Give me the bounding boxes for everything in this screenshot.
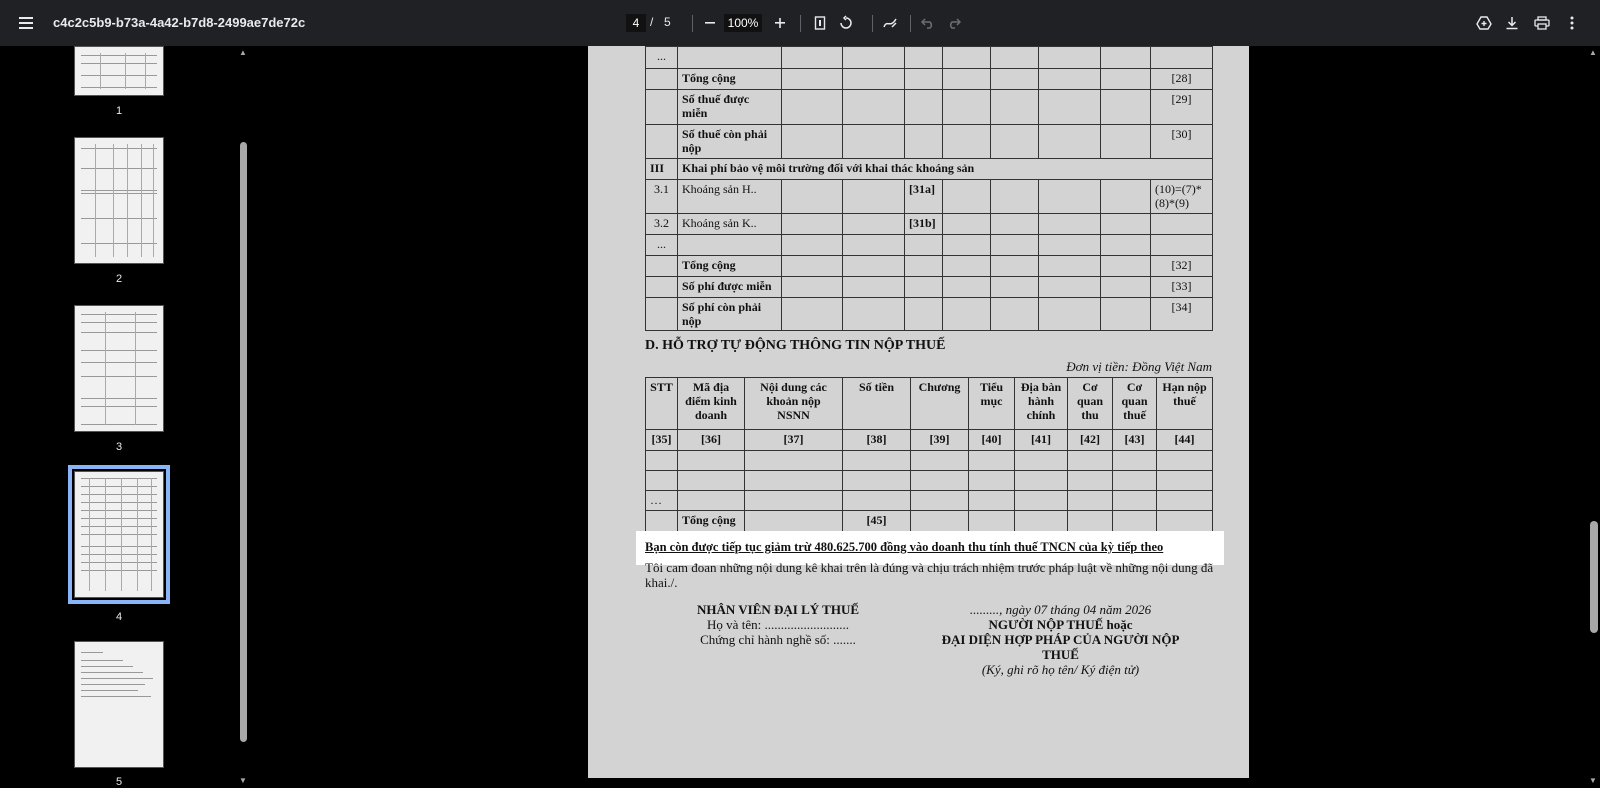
sign-note: (Ký, ghi rõ họ tên/ Ký điện tử) [981, 662, 1140, 677]
fee-table [645, 46, 1213, 331]
table-cell: Tổng cộng [678, 69, 782, 90]
table-cell: [31b] [905, 214, 943, 235]
table-cell: [30] [1151, 125, 1213, 159]
zoom-input[interactable]: 100% [724, 14, 762, 32]
agent-cert: Chứng chỉ hành nghề số: ....... [700, 632, 856, 647]
sidebar-scroll-down-icon[interactable]: ▼ [239, 776, 247, 785]
column-header: Nội dung các khoản nộp NSNN [745, 378, 843, 430]
table-cell: [33] [1151, 277, 1213, 298]
thumbnail-sidebar [0, 46, 246, 788]
table-cell: [40] [969, 430, 1015, 451]
table-row [646, 298, 1213, 331]
toolbar-divider [872, 15, 873, 32]
table-cell: Tổng cộng [678, 511, 745, 532]
print-icon[interactable] [1528, 9, 1556, 37]
table-cell: Số phí còn phải nộp [678, 298, 782, 331]
table-row [646, 277, 1213, 298]
column-header: Tiểu mục [969, 378, 1015, 430]
table-row [646, 491, 1213, 511]
column-header: Chương [911, 378, 969, 430]
thumbnail-page-4[interactable] [74, 471, 164, 598]
column-header: Cơ quan thu [1068, 378, 1113, 430]
table-cell: … [646, 491, 678, 511]
payment-info-table [645, 377, 1213, 532]
table-cell: [31a] [905, 180, 943, 214]
table-cell: (10)=(7)*(8)*(9) [1151, 180, 1213, 214]
main-scrollbar-thumb[interactable] [1590, 521, 1598, 633]
redo-icon[interactable] [940, 9, 968, 37]
column-header: Địa bàn hành chính [1015, 378, 1068, 430]
table-row [646, 125, 1213, 159]
table-cell: Tổng cộng [678, 256, 782, 277]
undo-icon[interactable] [914, 9, 942, 37]
table-cell: [41] [1015, 430, 1068, 451]
table-cell: [28] [1151, 69, 1213, 90]
thumbnail-page-2[interactable] [74, 137, 164, 264]
column-header: Mã địa điểm kinh doanh [678, 378, 745, 430]
thumbnail-label: 2 [115, 273, 123, 285]
table-cell: [36] [678, 430, 745, 451]
table-cell: III [646, 159, 678, 180]
rotate-icon[interactable] [832, 9, 860, 37]
sign-date: ........., ngày 07 tháng 04 năm 2026 [969, 602, 1152, 617]
more-options-icon[interactable] [1558, 9, 1586, 37]
table-cell: 3.2 [646, 214, 678, 235]
commitment-text: Tôi cam đoan những nội dung kê khai trên là đúng và chịu trách nhiệm trước pháp luật về những nội dung đã khai./. [645, 560, 1214, 590]
table-row [646, 47, 1213, 69]
table-row [646, 430, 1213, 451]
column-header: STT [646, 378, 678, 430]
table-cell: Số phí được miễn [678, 277, 782, 298]
column-header: Cơ quan thuế [1113, 378, 1157, 430]
table-cell: Khoáng sản H.. [678, 180, 782, 214]
toolbar-divider [692, 15, 693, 32]
deduction-notice-text: Bạn còn được tiếp tục giảm trừ 480.625.700 đồng vào doanh thu tính thuế TNCN của kỳ tiếp theo [645, 540, 1164, 554]
download-icon[interactable] [1498, 9, 1526, 37]
menu-icon[interactable] [12, 9, 40, 37]
representative-title: ĐẠI DIỆN HỢP PHÁP CỦA NGƯỜI NỘP THUẾ [941, 632, 1180, 662]
table-cell: [39] [911, 430, 969, 451]
thumbnail-label: 4 [115, 611, 123, 623]
table-cell: Khoáng sản K.. [678, 214, 782, 235]
agent-name: Họ và tên: .......................... [707, 617, 849, 632]
total-pages: 5 [664, 15, 671, 29]
zoom-out-icon[interactable] [696, 9, 724, 37]
table-cell: [32] [1151, 256, 1213, 277]
table-row [646, 214, 1213, 235]
table-cell: [34] [1151, 298, 1213, 331]
table-row [646, 256, 1213, 277]
agent-signature-block [678, 602, 878, 647]
table-row [646, 235, 1213, 256]
thumbnail-label: 3 [115, 441, 123, 453]
thumbnail-label: 5 [115, 776, 123, 788]
currency-unit: Đơn vị tiền: Đồng Việt Nam [1066, 359, 1212, 374]
fit-page-icon[interactable] [806, 9, 834, 37]
table-cell: [45] [843, 511, 911, 532]
table-cell: [35] [646, 430, 678, 451]
drive-save-icon[interactable] [1470, 9, 1498, 37]
section-d-title: D. HỖ TRỢ TỰ ĐỘNG THÔNG TIN NỘP THUẾ [645, 338, 946, 353]
table-header-row [646, 378, 1213, 430]
table-row [646, 471, 1213, 491]
annotate-pen-icon[interactable] [876, 9, 904, 37]
main-scroll-down-icon[interactable]: ▼ [1589, 776, 1597, 785]
table-cell: [38] [843, 430, 911, 451]
table-row [646, 451, 1213, 471]
table-row [646, 159, 1213, 180]
table-cell: Số thuế còn phải nộp [678, 125, 782, 159]
sidebar-scroll-up-icon[interactable]: ▲ [239, 48, 247, 57]
table-cell: [37] [745, 430, 843, 451]
table-cell: ... [646, 47, 678, 69]
table-cell: Khai phí bảo vệ môi trường đối với khai thác khoáng sản [678, 159, 1213, 180]
thumbnail-page-5[interactable] [74, 641, 164, 768]
document-page [588, 46, 1249, 778]
table-cell: [44] [1157, 430, 1213, 451]
table-row [646, 69, 1213, 90]
sidebar-scrollbar-thumb[interactable] [240, 142, 247, 742]
thumbnail-label: 1 [115, 105, 123, 117]
thumbnail-page-3[interactable] [74, 305, 164, 432]
thumbnail-page-1[interactable] [74, 46, 164, 96]
taxpayer-title: NGƯỜI NỘP THUẾ hoặc [988, 617, 1133, 632]
page-number-input[interactable]: 4 [626, 14, 646, 32]
column-header: Hạn nộp thuế [1157, 378, 1213, 430]
taxpayer-signature-block [928, 602, 1193, 677]
table-cell: 3.1 [646, 180, 678, 214]
toolbar-divider [800, 15, 801, 32]
agent-title: NHÂN VIÊN ĐẠI LÝ THUẾ [696, 602, 860, 617]
toolbar [0, 0, 1600, 46]
table-cell: ... [646, 235, 678, 256]
table-cell: Số thuế được miễn [678, 90, 782, 125]
table-cell: [43] [1113, 430, 1157, 451]
document-title: c4c2c5b9-b73a-4a42-b7d8-2499ae7de72c [53, 15, 306, 30]
table-row [646, 511, 1213, 532]
zoom-in-icon[interactable] [766, 9, 794, 37]
page-separator: / [650, 15, 654, 29]
table-row [646, 180, 1213, 214]
table-row [646, 90, 1213, 125]
table-cell: [42] [1068, 430, 1113, 451]
main-scroll-up-icon[interactable]: ▲ [1589, 48, 1597, 57]
table-cell: [29] [1151, 90, 1213, 125]
column-header: Số tiền [843, 378, 911, 430]
toolbar-divider [910, 15, 911, 32]
